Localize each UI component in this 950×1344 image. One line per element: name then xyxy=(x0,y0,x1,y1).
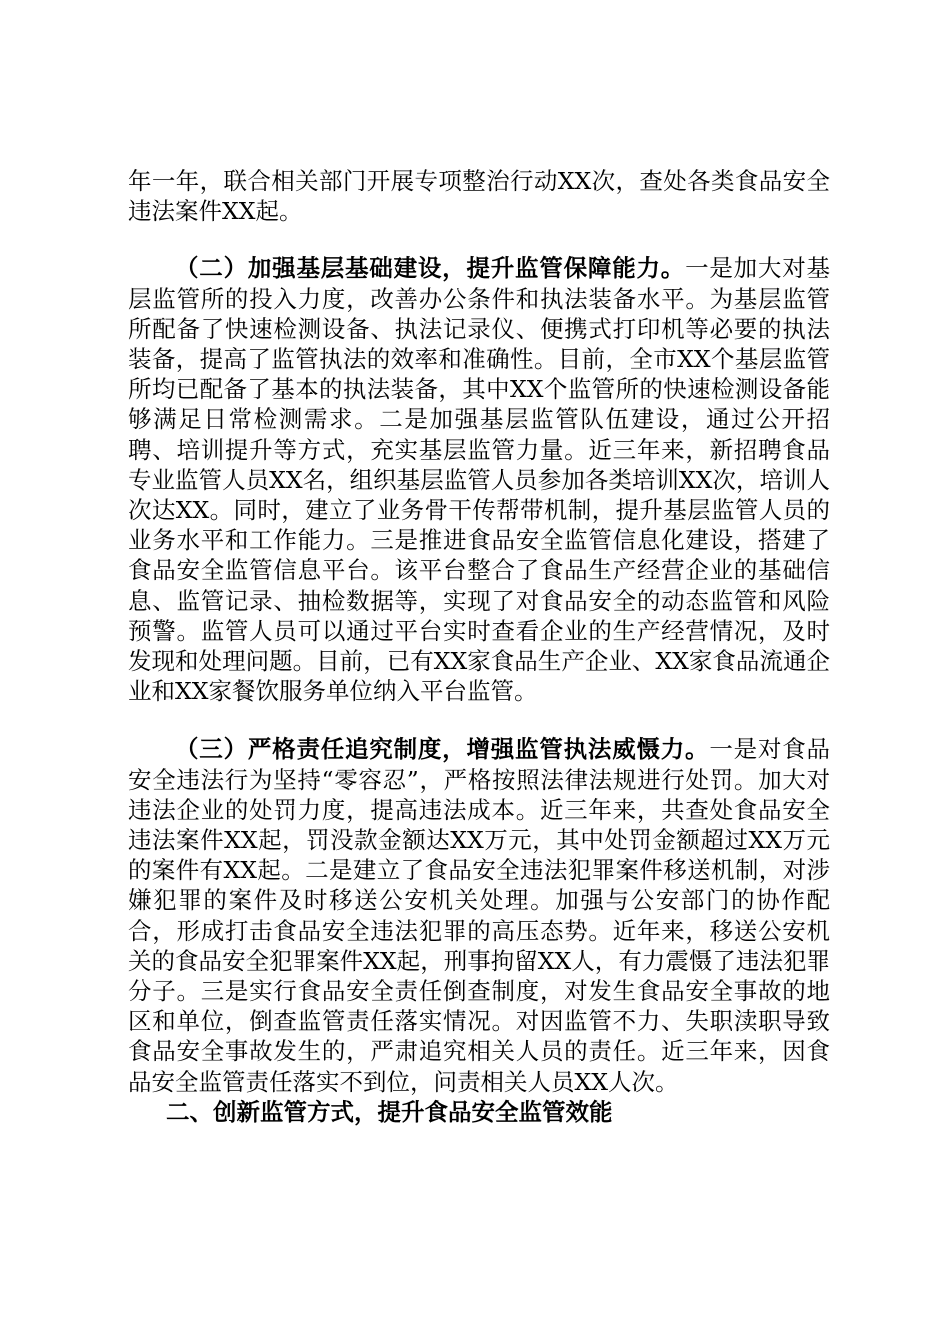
paragraph-bold-lead: （二）加强基层基础建设，提升监管保障能力。 xyxy=(175,254,686,283)
paragraph-continuation xyxy=(128,166,830,226)
paragraph-text: 年一年，联合相关部门开展专项整治行动XX次，查处各类食品安全违法案件XX起。 xyxy=(128,167,830,226)
paragraph-text: 一是对食品安全违法行为坚持“零容忍”，严格按照法律法规进行处罚。加大对违法企业的处罚力度，提高违法成本。近三年来，共查处食品安全违法案件XX起，罚没款金额达XX万元，其中处罚金额超过XX万元的案件有XX起。二是建立了食品安全违法犯罪案件移送机制，对涉嫌犯罪的案件及时移送公安机关处理。加强与公安部门的协作配合，形成打击食品安全违法犯罪的高压态势。近年来，移送公安机关的食品安全犯罪案件XX起，刑事拘留XX人，有力震慑了违法犯罪分子。三是实行食品安全责任倒查制度，对发生食品安全事故的地区和单位，倒查监管责任落实情况。对因监管不力、失职渎职导致食品安全事故发生的，严肃追究相关人员的责任。近三年来，因食品安全监管责任落实不到位，问责相关人员XX人次。 xyxy=(128,735,831,1096)
paragraph-section-2 xyxy=(128,253,830,706)
document-page xyxy=(128,166,830,1127)
paragraph-text: 一是加大对基层监管所的投入力度，改善办公条件和执法装备水平。为基层监管所配备了快速检测设备、执法记录仪、便携式打印机等必要的执法装备，提高了监管执法的效率和准确性。目前，全市XX个基层监管所均已配备了基本的执法装备，其中XX个监管所的快速检测设备能够满足日常检测需求。二是加强基层监管队伍建设，通过公开招聘、培训提升等方式，充实基层监管力量。近三年来，新招聘食品专业监管人员XX名，组织基层监管人员参加各类培训XX次，培训人次达XX。同时，建立了业务骨干传帮带机制，提升基层监管人员的业务水平和工作能力。三是推进食品安全监管信息化建设，搭建了食品安全监管信息平台。该平台整合了食品生产经营企业的基础信息、监管记录、抽检数据等，实现了对食品安全的动态监管和风险预警。监管人员可以通过平台实时查看企业的生产经营情况，及时发现和处理问题。目前，已有XX家食品生产企业、XX家食品流通企业和XX家餐饮服务单位纳入平台监管。 xyxy=(128,254,831,706)
paragraph-bold-lead: （三）严格责任追究制度，增强监管执法威慑力。 xyxy=(175,735,710,764)
paragraph-section-3 xyxy=(128,734,830,1096)
section-heading: 二、创新监管方式，提升食品安全监管效能 xyxy=(166,1097,613,1126)
